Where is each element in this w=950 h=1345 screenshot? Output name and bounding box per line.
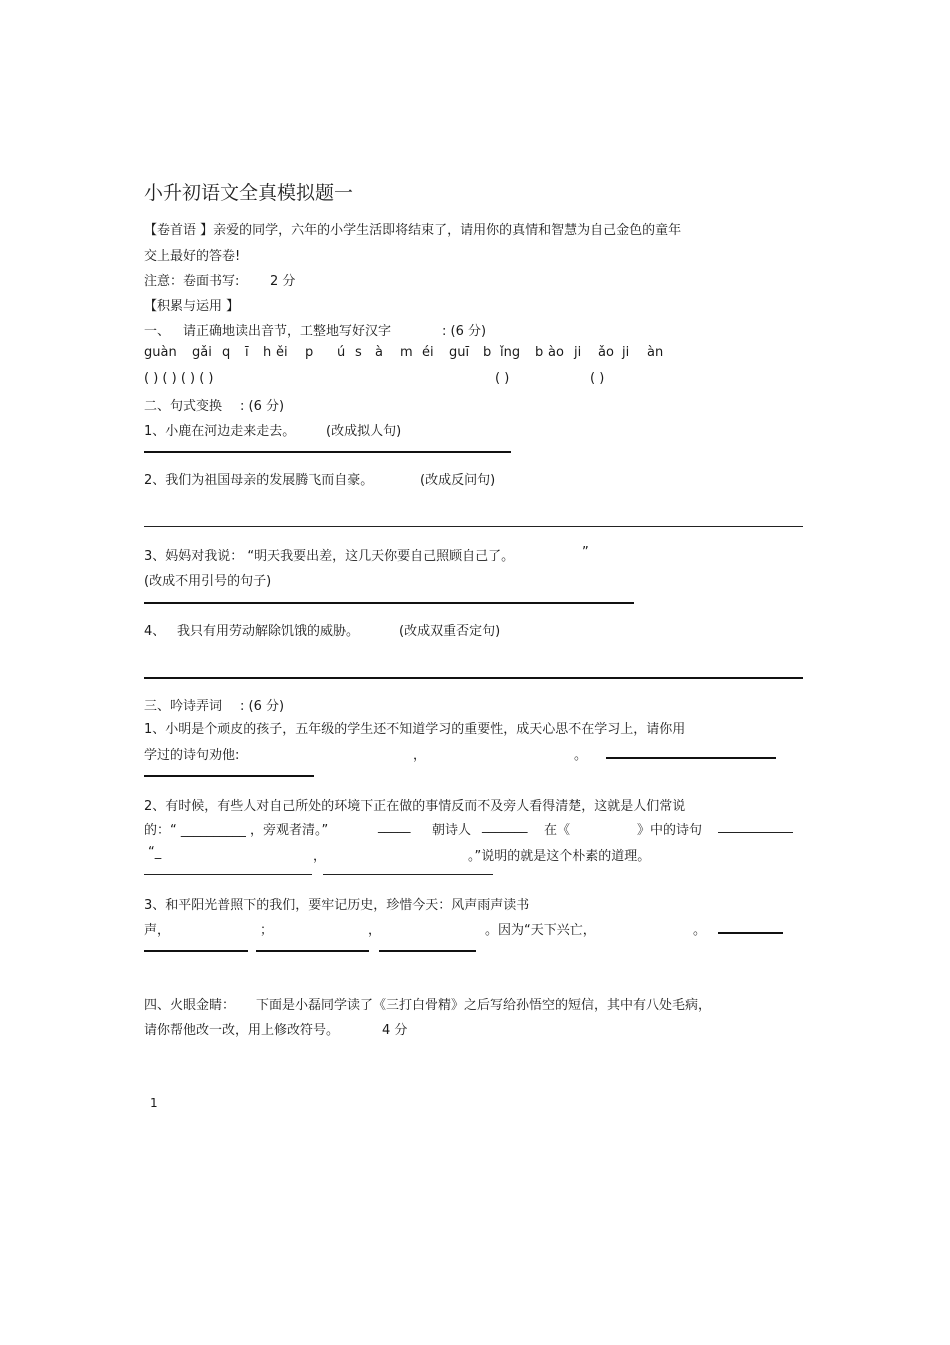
q3-paragraph-3: 3、和平阳光普照下的我们，要牢记历史，珍惜今天：风声雨声读书 [144, 898, 530, 913]
answer-line [256, 950, 369, 952]
q2-hint-4: (改成双重否定句) [399, 624, 501, 639]
notice-score: 2 分 [270, 274, 296, 289]
q2-sentence-1: 1、小鹿在河边走来走去。 [144, 424, 296, 439]
page-title: 小升初语文全真模拟题一 [144, 182, 354, 204]
pinyin: guàn [144, 345, 177, 360]
pinyin: ào [548, 345, 564, 360]
q2-sentence-2: 2、我们为祖国母亲的发展腾飞而自豪。 [144, 473, 374, 488]
q3-text: 声， [144, 923, 171, 938]
pinyin: ji [574, 345, 582, 360]
pinyin: h [263, 345, 272, 360]
q3-paragraph-2-cont: 的：“ __________ ，旁观者清。” [144, 823, 329, 838]
q1-number: 一、 [144, 324, 171, 339]
q2-hint-2: (改成反问句) [420, 473, 496, 488]
pinyin: ji [622, 345, 630, 360]
q2-sentence-4: 我只有用劳动解除饥饿的威胁。 [177, 624, 360, 639]
q4-text-cont: 请你帮他改一改，用上修改符号。 [144, 1023, 340, 1038]
punctuation: ， [413, 748, 427, 763]
q3-paragraph-1-cont: 学过的诗句劝他: [144, 748, 240, 763]
answer-box: ( ) [590, 371, 605, 386]
pinyin: ěi [276, 345, 288, 360]
preface-line-1: 【卷首语 】亲爱的同学，六年的小学生活即将结束了，请用你的真情和智慧为自己金色的童年 [144, 223, 682, 238]
q3-text: “_ [148, 845, 162, 860]
page-number: 1 [150, 1096, 158, 1110]
q3-paragraph-1: 1、小明是个顽皮的孩子，五年级的学生还不知道学习的重要性，成天心思不在学习上，请你用 [144, 722, 686, 737]
answer-line [144, 874, 312, 875]
q4-text: 下面是小磊同学读了《三打白骨精》之后写给孙悟空的短信，其中有八处毛病， [256, 998, 712, 1013]
q3-paragraph-2: 2、有时候，有些人对自己所处的环境下正在做的事情反而不及旁人看得清楚，这就是人们常说 [144, 799, 686, 814]
q4-score: 4 分 [382, 1023, 408, 1038]
pinyin: q [222, 345, 231, 360]
q3-text: 朝诗人 [432, 823, 472, 838]
q2-score: : (6 分) [240, 399, 285, 414]
q2-hint-1: (改成拟人句) [326, 424, 402, 439]
pinyin: ú [337, 345, 346, 360]
pinyin: m [400, 345, 413, 360]
punctuation: 。 [693, 923, 707, 938]
q3-text: 在《 [544, 823, 571, 838]
answer-line [144, 526, 803, 527]
q3-score: : (6 分) [240, 699, 285, 714]
blank: _______ [482, 819, 528, 834]
answer-line [144, 677, 803, 679]
q3-text: 》中的诗句 [637, 823, 703, 838]
q3-text: 。因为“天下兴亡， [485, 923, 596, 938]
q2-quote-mark: ” [582, 545, 589, 560]
answer-boxes-left: ( ) ( ) ( ) ( ) [144, 371, 214, 386]
notice: 注意：卷面书写: [144, 274, 240, 289]
pinyin: b [483, 345, 492, 360]
pinyin: àn [647, 345, 664, 360]
q2-heading: 二、句式变换 [144, 399, 223, 414]
answer-line [718, 832, 793, 833]
pinyin: ǐng [500, 345, 521, 360]
answer-line [606, 757, 776, 759]
punctuation: ， [313, 849, 327, 864]
pinyin: à [375, 345, 383, 360]
pinyin: guī [449, 345, 470, 360]
q3-heading: 三、吟诗弄词 [144, 699, 223, 714]
section-heading: 【积累与运用 】 [144, 299, 240, 314]
answer-line [718, 932, 783, 934]
pinyin: s [355, 345, 362, 360]
q2-hint-3: (改成不用引号的句子) [144, 574, 272, 589]
q1-score: : (6 分) [442, 324, 487, 339]
blank: _____ [378, 819, 411, 834]
q3-text: 。”说明的就是这个朴素的道理。 [468, 849, 651, 864]
answer-line [144, 775, 314, 777]
q2-number-4: 4、 [144, 624, 166, 639]
pinyin: ī [245, 345, 249, 360]
q2-sentence-3: 3、妈妈对我说： “明天我要出差，这几天你要自己照顾自己了。 [144, 549, 515, 564]
answer-line [144, 451, 511, 453]
pinyin: éi [422, 345, 434, 360]
q4-heading: 四、火眼金睛： [144, 998, 236, 1013]
answer-line [144, 950, 248, 952]
pinyin: p [305, 345, 314, 360]
q1-text: 请正确地读出音节，工整地写好汉字 [183, 324, 392, 339]
preface-line-2: 交上最好的答卷! [144, 249, 241, 264]
pinyin: ǎo [598, 345, 614, 360]
punctuation: ； [260, 923, 274, 938]
punctuation: 。 [574, 748, 588, 763]
punctuation: ， [368, 923, 382, 938]
pinyin: b [535, 345, 544, 360]
answer-line [323, 874, 493, 875]
answer-box: ( ) [495, 371, 510, 386]
pinyin: gǎi [192, 345, 212, 360]
answer-line [379, 950, 476, 952]
answer-line [144, 602, 634, 604]
